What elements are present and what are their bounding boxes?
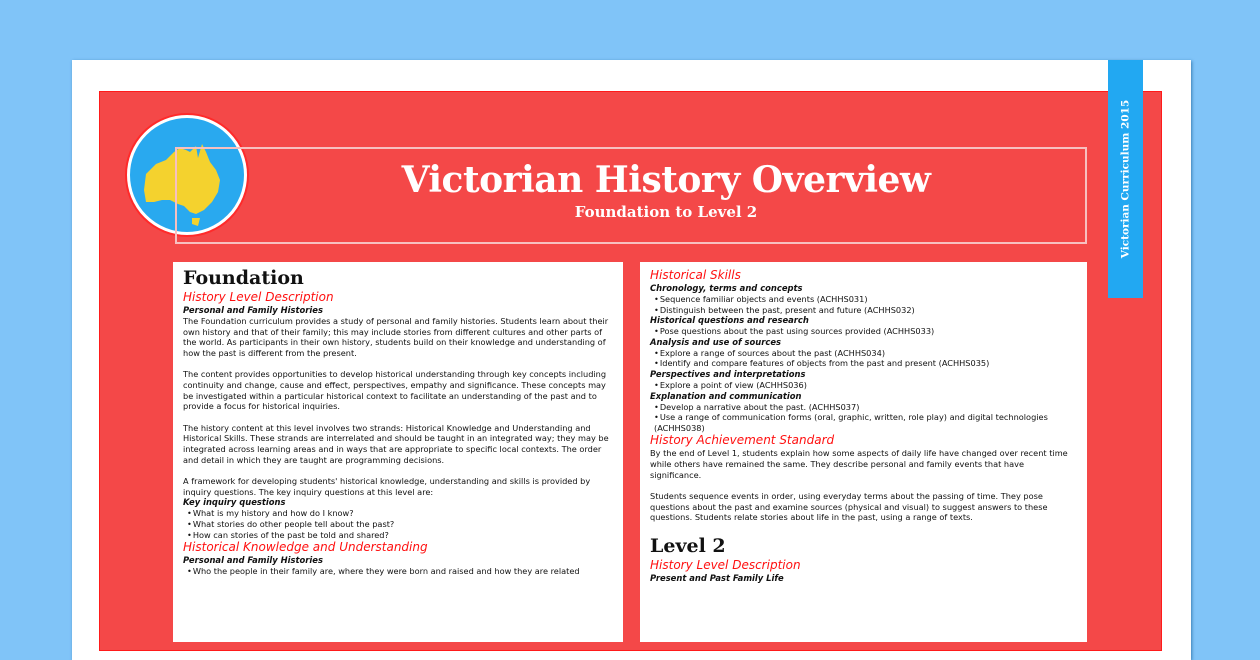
list-item: • How can stories of the past be told and shared? (183, 530, 613, 541)
list-item: • Develop a narrative about the past. (ACHHS037) (650, 402, 1077, 413)
topic-label: Perspectives and interpretations (650, 368, 806, 379)
tab-label: Victorian Curriculum 2015 (1119, 99, 1132, 259)
skills-column (640, 262, 1087, 642)
topic-label: Personal and Family Histories (183, 305, 323, 315)
title-box (175, 147, 1087, 244)
topic-label: Historical questions and research (650, 315, 809, 326)
list-item: • Identify and compare features of objects from the past and present (ACHHS035) (650, 358, 1077, 369)
list-item: • Explore a range of sources about the past (ACHHS034) (650, 348, 1077, 359)
list-item: • Use a range of communication forms (oral, graphic, written, role play) and digital technologies (ACHHS038) (650, 412, 1077, 433)
page-title: Victorian History Overview (401, 159, 931, 201)
subheading: Historical Skills (650, 268, 741, 282)
paragraph: A framework for developing students' historical knowledge, understanding and skills is provided by inquiry questions. The key inquiry questions at this level are: (183, 476, 591, 497)
subheading: History Level Description (183, 290, 334, 304)
paragraph: Students sequence events in order, using everyday terms about the passing of time. They pose questions about the past and examine sources (physical and visual) to suggest answers to these questions. Students relate stories about life in the past, using a range of texts. (650, 491, 1048, 523)
subheading: Historical Knowledge and Understanding (183, 540, 428, 555)
curriculum-tab (1108, 60, 1143, 298)
topic-label: Explanation and communication (650, 390, 802, 401)
topic-label: Present and Past Family Life (650, 572, 784, 583)
paragraph: By the end of Level 1, students explain how some aspects of daily life have changed over recent time while others have remained the same. They describe personal and family events that have significance. (650, 448, 1068, 480)
list-item: • What is my history and how do I know? (183, 508, 613, 519)
section-heading: Level 2 (650, 534, 726, 557)
page-subtitle: Foundation to Level 2 (574, 203, 758, 221)
topic-label: Personal and Family Histories (183, 555, 323, 566)
list-item: • Distinguish between the past, present and future (ACHHS032) (650, 305, 1077, 316)
list-item: • Pose questions about the past using sources provided (ACHHS033) (650, 326, 1077, 337)
list-item: • Who the people in their family are, where they were born and raised and how they are related (183, 566, 613, 577)
paragraph: The content provides opportunities to develop historical understanding through key concepts including continuity and change, cause and effect, perspectives, empathy and significance. These concepts may be investigated within a particular historical context to facilitate an understanding of the past and to provide a focus for historical inquiries. (183, 369, 607, 412)
paragraph: The Foundation curriculum provides a study of personal and family histories. Students learn about their own history and that of their family; this may include stories from different cultures and other parts of the world. As participants in their own history, students build on their knowledge and understanding of how the past is different from the present. (183, 316, 609, 358)
subheading: History Level Description (650, 557, 801, 572)
list-item: • Explore a point of view (ACHHS036) (650, 380, 1077, 391)
list-item: • What stories do other people tell about the past? (183, 519, 613, 530)
topic-label: Analysis and use of sources (650, 336, 782, 347)
list-item: • Sequence familiar objects and events (ACHHS031) (650, 294, 1077, 305)
topic-label: Key inquiry questions (183, 497, 286, 508)
paragraph: The history content at this level involves two strands: Historical Knowledge and Understanding and Historical Skills. These strands are interrelated and should be taught in an integrated way; they may be integrated across learning areas and in ways that are appropriate to specific local contexts. The order and detail in which they are taught are programming decisions. (183, 422, 609, 465)
topic-label: Chronology, terms and concepts (650, 283, 803, 293)
foundation-column (173, 262, 623, 642)
subheading: History Achievement Standard (650, 433, 835, 448)
section-heading: Foundation (183, 267, 304, 289)
